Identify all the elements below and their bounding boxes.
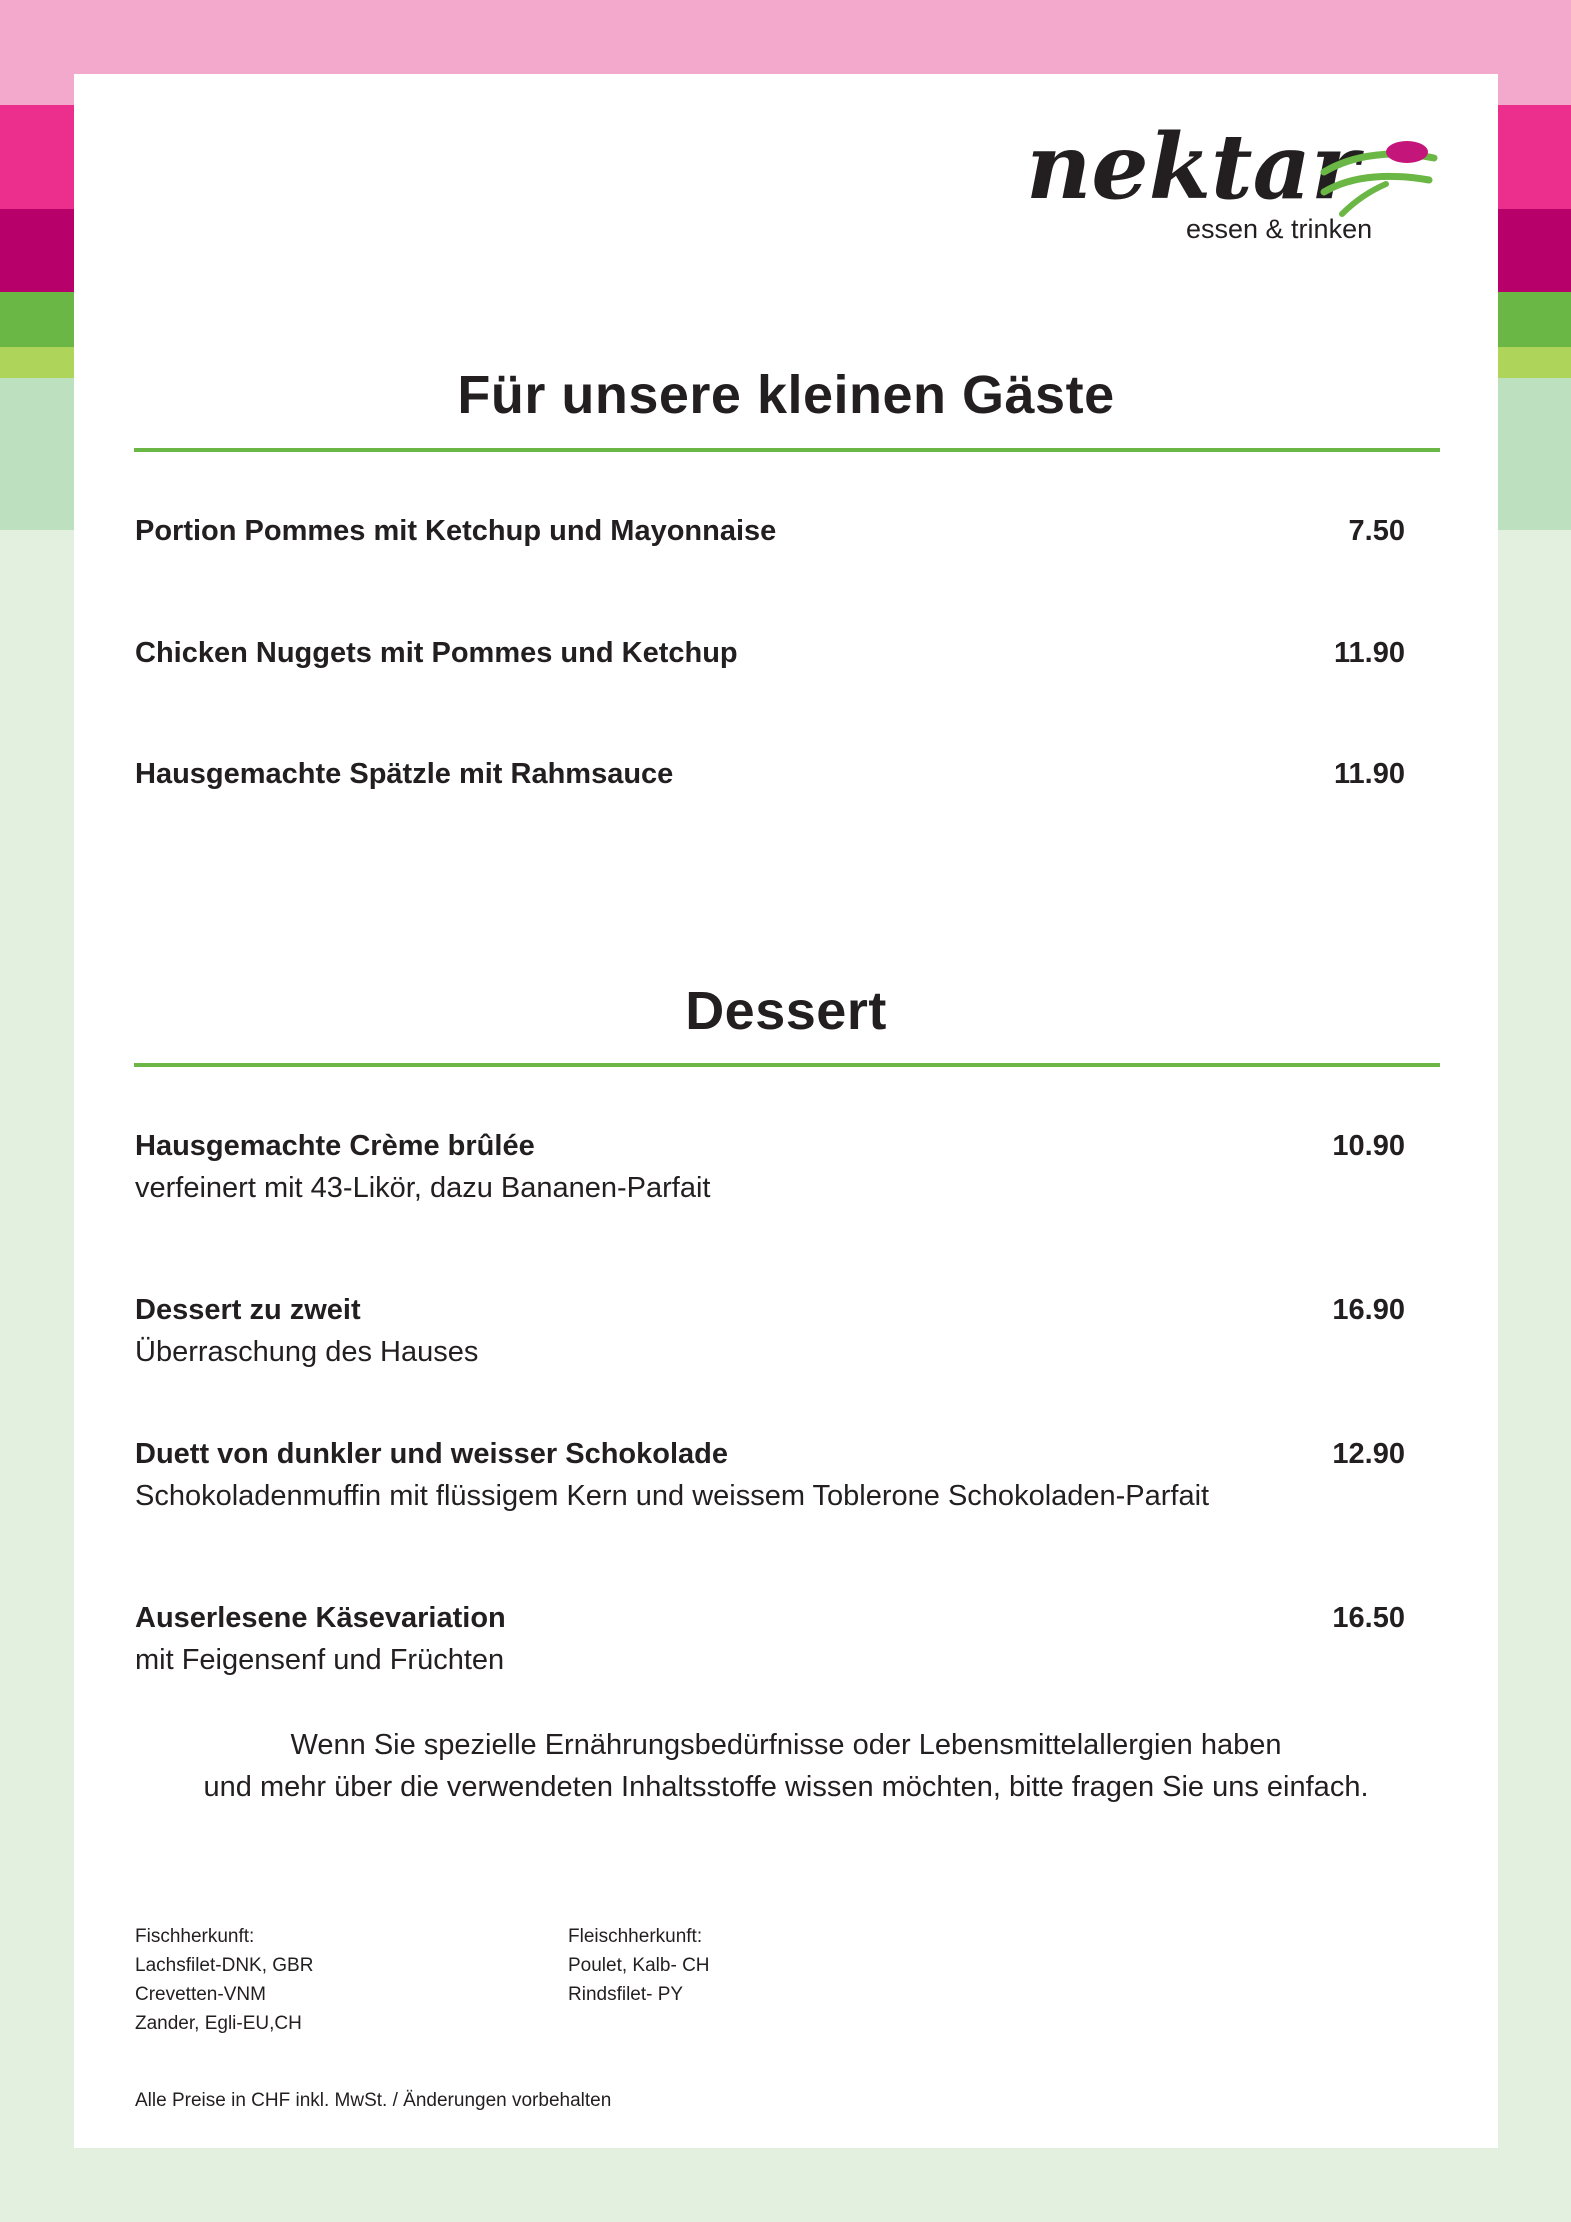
- allergy-notice: [134, 1724, 1438, 1808]
- item-price: 10.90: [1332, 1130, 1405, 1162]
- menu-item-kaesevariation: [135, 1597, 1405, 1681]
- item-price: 16.90: [1332, 1294, 1405, 1326]
- item-description: mit Feigensenf und Früchten: [135, 1644, 505, 1676]
- price-footer: Alle Preise in CHF inkl. MwSt. / Änderungen vorbehalten: [135, 2090, 612, 2111]
- fish-origin: [135, 1922, 313, 2038]
- fish-origin-line: Zander, Egli-EU,CH: [135, 2013, 302, 2034]
- menu-item-spaetzle: [135, 753, 1405, 795]
- item-name: Chicken Nuggets mit Pommes und Ketchup: [135, 637, 738, 669]
- fish-origin-line: Crevetten-VNM: [135, 1984, 266, 2005]
- item-name: Hausgemachte Crème brûlée: [135, 1130, 535, 1162]
- menu-item-chicken-nuggets: [135, 632, 1405, 674]
- item-name: Auserlesene Käsevariation: [135, 1602, 506, 1634]
- kids-section-divider: [134, 448, 1440, 452]
- nektar-logo: [1024, 120, 1464, 250]
- fish-origin-line: Lachsfilet-DNK, GBR: [135, 1955, 314, 1976]
- menu-page: [74, 74, 1498, 2148]
- dessert-section-title: Dessert: [685, 981, 887, 1041]
- item-description: Überraschung des Hauses: [135, 1336, 479, 1368]
- dessert-section-divider: [134, 1063, 1440, 1067]
- allergy-notice-line-2: und mehr über die verwendeten Inhaltsstoffe wissen möchten, bitte fragen Sie uns einfach.: [203, 1771, 1369, 1803]
- item-price: 11.90: [1334, 637, 1405, 669]
- item-price: 7.50: [1348, 515, 1405, 547]
- fish-origin-heading: Fischherkunft:: [135, 1926, 255, 1947]
- logo-wordmark: nektar: [1026, 120, 1359, 220]
- meat-origin-line: Rindsfilet- PY: [568, 1984, 684, 2005]
- meat-origin-heading: Fleischherkunft:: [568, 1926, 703, 1947]
- logo-blossom-icon: [1386, 141, 1428, 163]
- menu-item-schokolade-duett: [135, 1433, 1405, 1517]
- item-name: Portion Pommes mit Ketchup und Mayonnaise: [135, 515, 777, 547]
- menu-item-dessert-zu-zweit: [135, 1289, 1405, 1373]
- meat-origin: [568, 1922, 710, 2009]
- item-description: verfeinert mit 43-Likör, dazu Bananen-Parfait: [135, 1172, 711, 1204]
- menu-item-pommes: [135, 510, 1405, 552]
- allergy-notice-line-1: Wenn Sie spezielle Ernährungsbedürfnisse oder Lebensmittelallergien haben: [290, 1729, 1282, 1761]
- item-price: 16.50: [1332, 1602, 1405, 1634]
- item-price: 12.90: [1332, 1438, 1405, 1470]
- menu-item-creme-brulee: [135, 1125, 1405, 1209]
- nektar-logo-mark: [1024, 120, 1464, 250]
- item-name: Dessert zu zweit: [135, 1294, 361, 1326]
- item-name: Duett von dunkler und weisser Schokolade: [135, 1438, 729, 1470]
- logo-tagline: essen & trinken: [1186, 214, 1373, 244]
- kids-section-title: Für unsere kleinen Gäste: [457, 365, 1115, 425]
- meat-origin-line: Poulet, Kalb- CH: [568, 1955, 710, 1976]
- item-price: 11.90: [1334, 758, 1405, 790]
- item-name: Hausgemachte Spätzle mit Rahmsauce: [135, 758, 674, 790]
- item-description: Schokoladenmuffin mit flüssigem Kern und weissem Toblerone Schokoladen-Parfait: [135, 1480, 1210, 1512]
